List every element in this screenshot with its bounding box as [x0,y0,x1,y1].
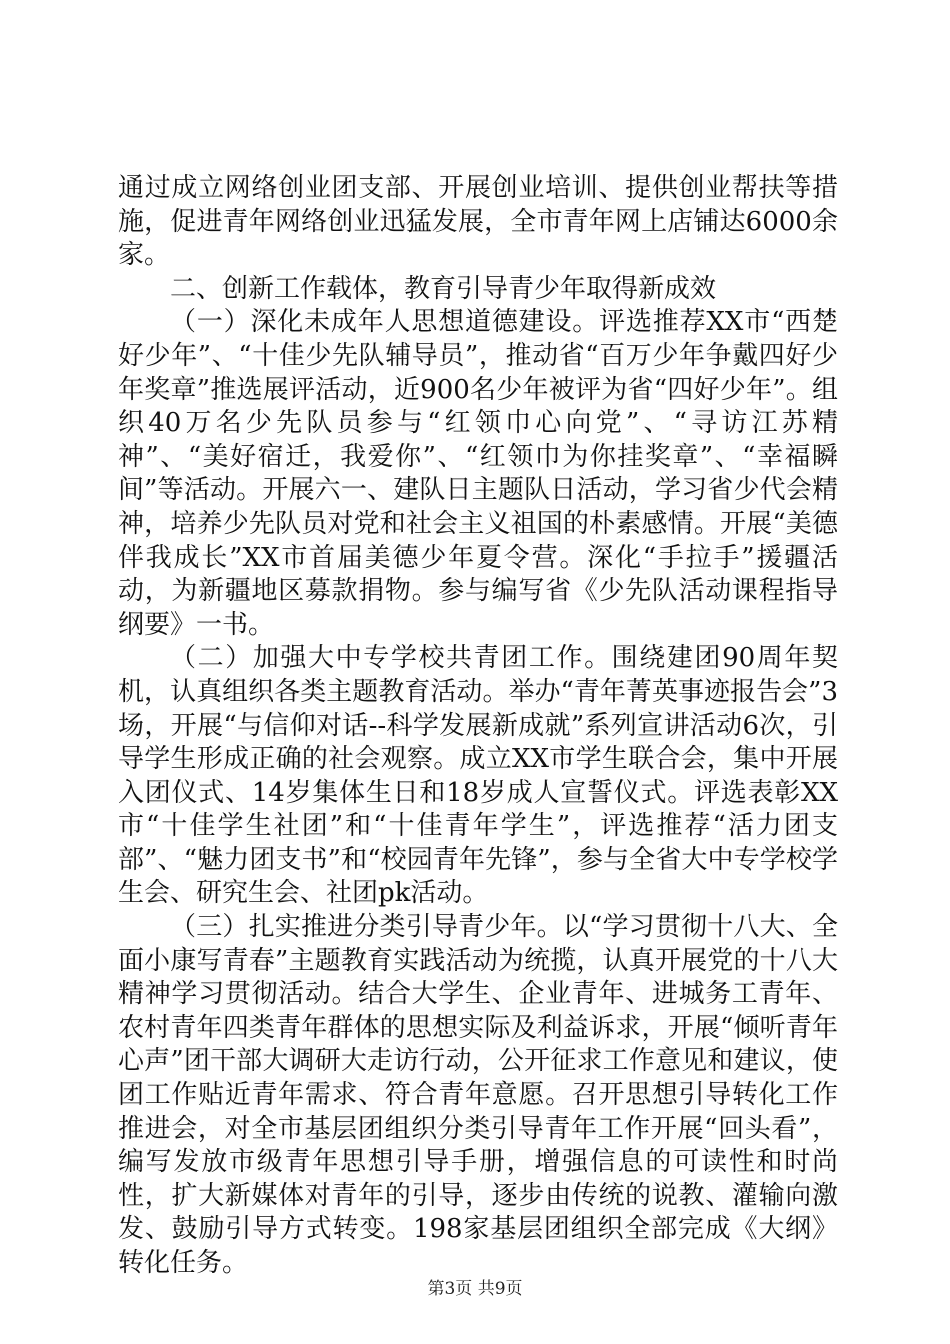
page-number-footer: 第3页 共9页 [427,1279,523,1299]
paragraph-2: （一）深化未成年人思想道德建设。评选推荐XX市“西楚好少年”、“十佳少先队辅导员”，推动省“百万少年争戴四好少年奖章”推选展评活动，近900名少年被评为省“四好少年”。组织40万名少先队员参与“红领巾心向党”、“寻访江苏精神”、“美好宿迁，我爱你”、“红领巾为你挂奖章”、“幸福瞬间”等活动。开展六一、建队日主题队日活动，学习省少代会精神，培养少先队员对党和社会主义祖国的朴素感情。开展“美德伴我成长”XX市首届美德少年夏令营。深化“手拉手”援疆活动，为新疆地区募款捐物。参与编写省《少先队活动课程指导纲要》一书。 [118,307,838,640]
document-body [118,172,838,1281]
paragraph-1: 通过成立网络创业团支部、开展创业培训、提供创业帮扶等措施，促进青年网络创业迅猛发展，全市青年网上店铺达6000余家。 [118,173,838,271]
paragraph-3: （二）加强大中专学校共青团工作。围绕建团90周年契机，认真组织各类主题教育活动。举办“青年菁英事迹报告会”3场，开展“与信仰对话--科学发展新成就”系列宣讲活动6次，引导学生形成正确的社会观察。成立XX市学生联合会，集中开展入团仪式、14岁集体生日和18岁成人宣誓仪式。评选表彰XX市“十佳学生社团”和“十佳青年学生”，评选推荐“活力团支部”、“魅力团支书”和“校园青年先锋”，参与全省大中专学校学生会、研究生会、社团pk活动。 [118,643,838,909]
section-heading: 二、创新工作载体，教育引导青少年取得新成效 [170,273,717,304]
paragraph-4: （三）扎实推进分类引导青少年。以“学习贯彻十八大、全面小康写青春”主题教育实践活动为统揽，认真开展党的十八大精神学习贯彻活动。结合大学生、企业青年、进城务工青年、农村青年四类青年群体的思想实际及利益诉求，开展“倾听青年心声”团干部大调研大走访行动，公开征求工作意见和建议，使团工作贴近青年需求、符合青年意愿。召开思想引导转化工作推进会，对全市基层团组织分类引导青年工作开展“回头看”，编写发放市级青年思想引导手册，增强信息的可读性和时尚性，扩大新媒体对青年的引导，逐步由传统的说教、灌输向激发、鼓励引导方式转变。198家基层团组织全部完成《大纲》转化任务。 [118,912,838,1278]
